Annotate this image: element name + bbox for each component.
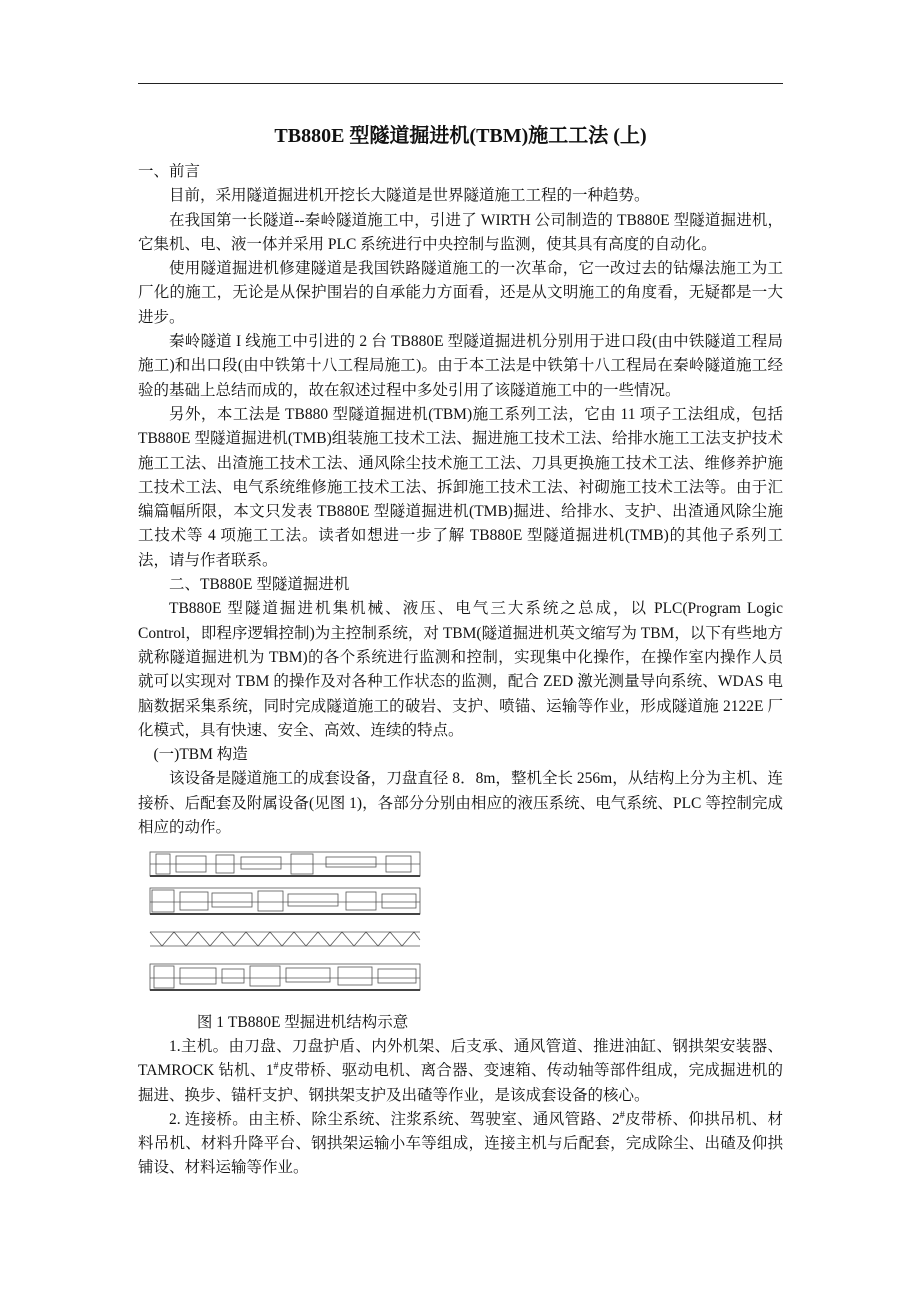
section-heading-tbm: 二、TB880E 型隧道掘进机 — [169, 576, 350, 594]
subsection-heading-construction: (一)TBM 构造 — [153, 746, 248, 764]
paragraph: 该设备是隧道施工的成套设备，刀盘直径 8．8m，整机全长 256m，从结构上分为主机、连接桥、后配套及附属设备(见图 1)，各部分分别由相应的液压系统、电气系统、PLC 等控制完成相应的动作。 — [138, 770, 783, 837]
paragraph: 另外，本工法是 TB880 型隧道掘进机(TBM)施工系列工法，它由 11 项子工法组成，包括 TB880E 型隧道掘进机(TMB)组装施工技术工法、掘进施工技术工法、给排水施工工法支护技术施工工法、出渣施工技术工法、通风除尘技术施工工法、刀具更换施工技术工法、维修养护施工技术工法、电气系统维修施工技术工法、拆卸施工技术工法、衬砌施工技术工法等。由于汇编篇幅所限，本文只发表 TB880E 型隧道掘进机(TMB)掘进、给排水、支护、出渣通风除尘施工技术等 4 项施工工法。读者如想进一步了解 TB880E 型隧道掘进机(TMB)的其他子系列工法，请与作者联系。 — [138, 405, 783, 569]
paragraph: 目前，采用隧道掘进机开挖长大隧道是世界隧道施工工程的一种趋势。 — [169, 187, 650, 205]
paragraph: 使用隧道掘进机修建隧道是我国铁路隧道施工的一次革命，它一改过去的钻爆法施工为工厂化的施工，无论是从保护围岩的自承能力方面看，还是从文明施工的角度看，无疑都是一大进步。 — [138, 260, 783, 326]
section-heading-preface: 一、前言 — [138, 163, 201, 180]
page-title: TB880E 型隧道掘进机(TBM)施工工法 (上) — [274, 125, 647, 147]
paragraph: 在我国第一长隧道--秦岭隧道施工中，引进了 WIRTH 公司制造的 TB880E 型隧道掘进机，它集机、电、液一体并采用 PLC 系统进行中央控制与监测，使其具有高度的自动化。 — [138, 211, 783, 253]
header-rule — [138, 83, 783, 84]
tbm-structure-figure — [146, 848, 426, 996]
paragraph: 秦岭隧道 I 线施工中引进的 2 台 TB880E 型隧道掘进机分别用于进口段(由中铁隧道工程局施工)和出口段(由中铁第十八工程局施工)。由于本工法是中铁第十八工程局在秦岭隧道施工经验的基础上总结而成的，故在叙述过程中多处引用了该隧道施工中的一些情况。 — [138, 333, 783, 399]
document-body — [138, 160, 783, 1181]
list-item-connecting-bridge: 2. 连接桥。由主桥、除尘系统、注浆系统、驾驶室、通风管路、2#皮带桥、仰拱吊机、材料吊机、材料升降平台、钢拱架运输小车等组成，连接主机与后配套，完成除尘、出碴及仰拱铺设、材料运输等作业。 — [138, 1109, 783, 1177]
paragraph: TB880E 型隧道掘进机集机械、液压、电气三大系统之总成，以 PLC(Program Logic Control，即程序逻辑控制)为主控制系统，对 TBM(隧道掘进机英文缩写为 TBM，以下有些地方就称隧道掘进机为 TBM)的各个系统进行监测和控制，实现集中化操作，在操作室内操作人员就可以实现对 TBM 的操作及对各种工作状态的监测，配合 ZED 激光测量导向系统、WDAS 电脑数据采集系统，同时完成隧道施工的破岩、支护、喷锚、运输等作业，形成隧道施 2122E 厂化模式，具有快速、安全、高效、连续的特点。 — [138, 600, 783, 739]
list-item-main-machine: 1.主机。由刀盘、刀盘护盾、内外机架、后支承、通风管道、推进油缸、钢拱架安装器、TAMROCK 钻机、1#皮带桥、驱动电机、离合器、变速箱、传动轴等部件组成，完成掘进机的掘进、换步、锚杆支护、钢拱架支护及出碴等作业，是该成套设备的核心。 — [138, 1037, 783, 1104]
figure-caption: 图 1 TB880E 型掘进机结构示意 — [196, 1013, 409, 1031]
